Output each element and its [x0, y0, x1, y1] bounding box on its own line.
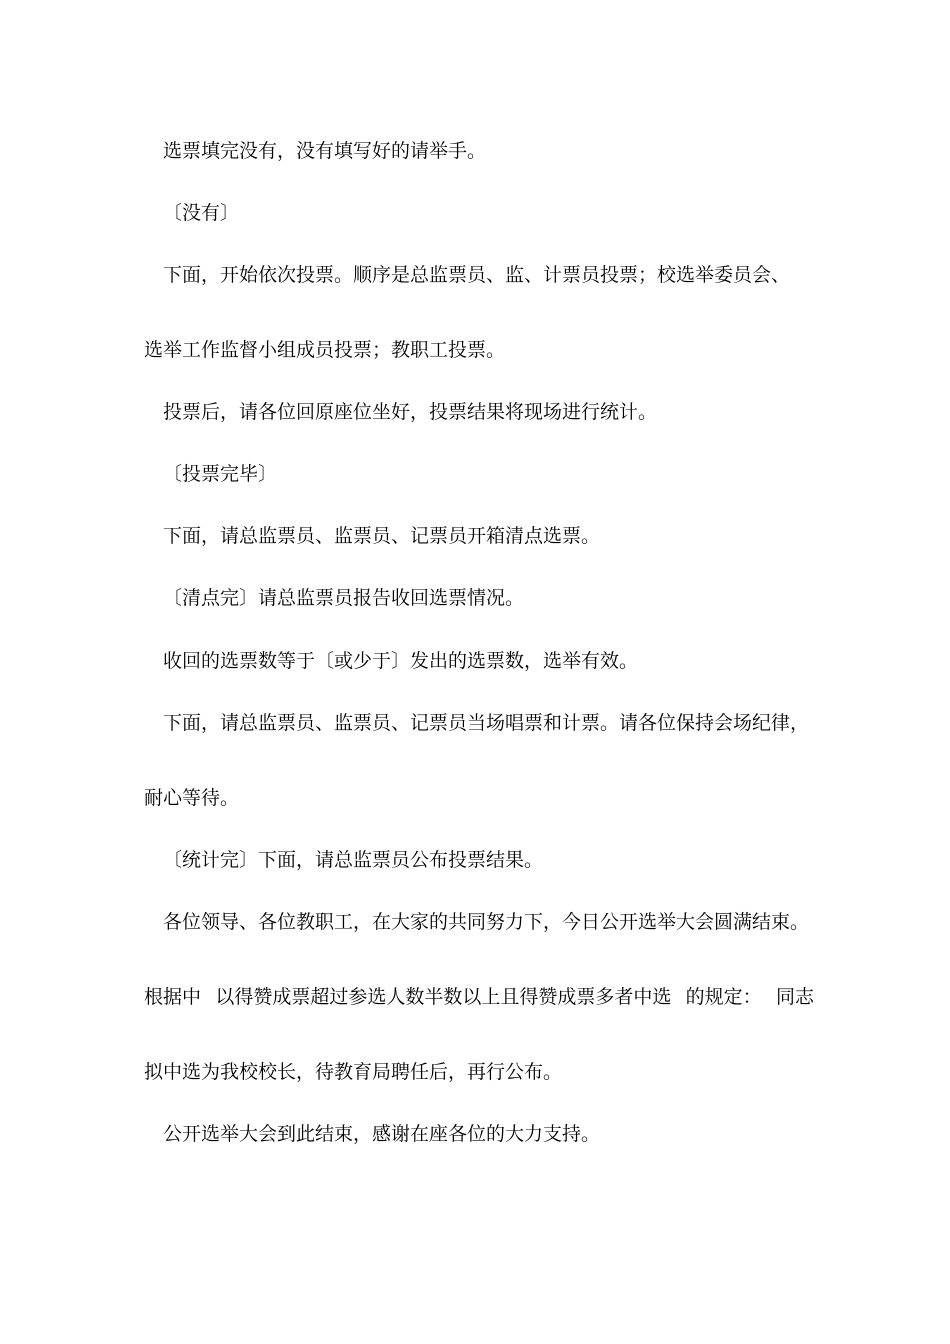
text-segment: 以得赞成票超过参选人数半数以上且得赞成票多者中选	[215, 986, 672, 1008]
text-segment: 同志	[775, 986, 814, 1008]
paragraph-line: 收回的选票数等于〔或少于〕发出的选票数，选举有效。	[163, 650, 639, 672]
text-segment: 根据中	[144, 986, 202, 1008]
paragraph-line: 〔清点完〕请总监票员报告收回选票情况。	[163, 587, 525, 609]
paragraph-line: 选票填完没有，没有填写好的请举手。	[163, 140, 487, 162]
paragraph-line: 下面，开始依次投票。顺序是总监票员、监、计票员投票；校选举委员会、	[163, 264, 791, 286]
paragraph-line: 〔没有〕	[163, 202, 240, 224]
paragraph-line: 公开选举大会到此结束，感谢在座各位的大力支持。	[163, 1123, 601, 1145]
paragraph-line: 选举工作监督小组成员投票；教职工投票。	[144, 339, 506, 361]
text-segment: 的规定：	[685, 986, 762, 1008]
paragraph-line-with-blanks	[144, 985, 814, 1009]
paragraph-line: 〔投票完毕〕	[163, 463, 278, 485]
paragraph-line: 耐心等待。	[144, 787, 240, 809]
paragraph-line: 拟中选为我校校长，待教育局聘任后，再行公布。	[144, 1061, 563, 1083]
paragraph-line: 〔统计完〕下面，请总监票员公布投票结果。	[163, 849, 544, 871]
paragraph-line: 下面，请总监票员、监票员、记票员当场唱票和计票。请各位保持会场纪律，	[163, 712, 810, 734]
paragraph-line: 下面，请总监票员、监票员、记票员开箱清点选票。	[163, 525, 601, 547]
paragraph-line: 投票后，请各位回原座位坐好，投票结果将现场进行统计。	[163, 401, 658, 423]
paragraph-line: 各位领导、各位教职工，在大家的共同努力下，今日公开选举大会圆满结束。	[163, 911, 810, 933]
